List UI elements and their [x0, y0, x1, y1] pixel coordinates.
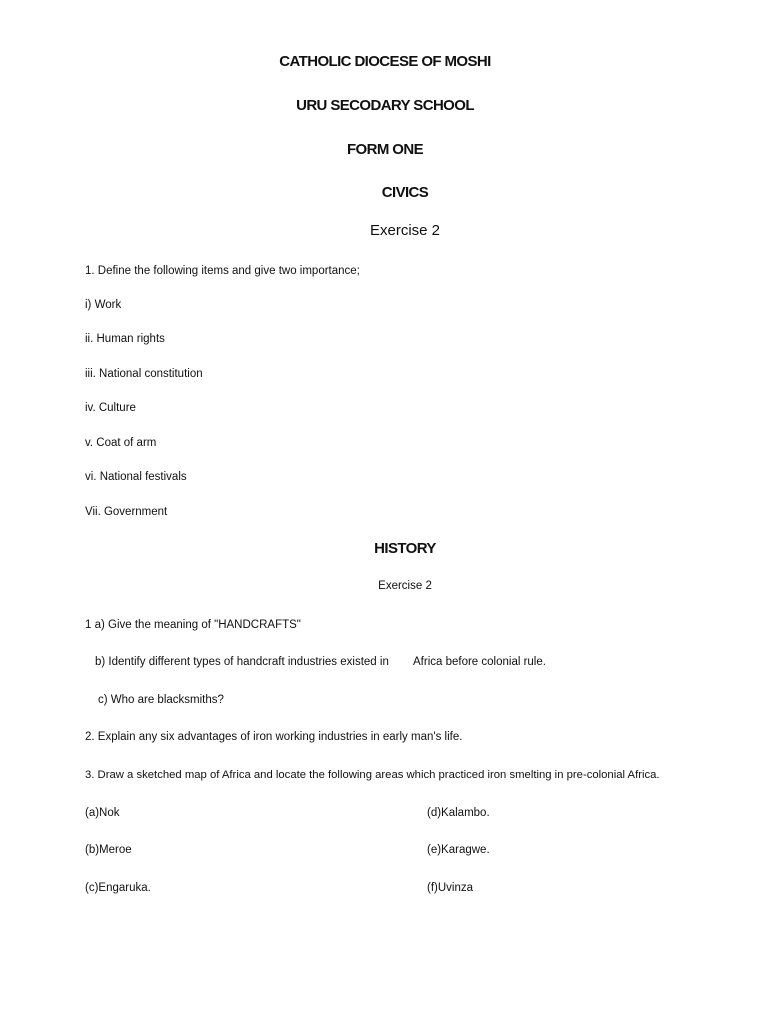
area-item: (b)Meroe [85, 844, 132, 856]
civics-item: ii. Human rights [85, 333, 165, 345]
history-question-1c: c) Who are blacksmiths? [98, 694, 224, 706]
civics-question-1: 1. Define the following items and give two importance; [85, 265, 360, 277]
civics-item: v. Coat of arm [85, 437, 157, 449]
area-item: (c)Engaruka. [85, 882, 151, 894]
history-question-2: 2. Explain any six advantages of iron working industries in early man's life. [85, 731, 463, 743]
history-exercise-title: Exercise 2 [378, 580, 432, 592]
area-item: (e)Karagwe. [427, 844, 490, 856]
civics-subject-title: CIVICS [381, 184, 429, 201]
history-question-1b-part2: Africa before colonial rule. [413, 656, 546, 668]
diocese-title: CATHOLIC DIOCESE OF MOSHI [279, 53, 491, 70]
history-question-1a: 1 a) Give the meaning of "HANDCRAFTS" [85, 619, 301, 631]
area-item: (a)Nok [85, 807, 120, 819]
history-question-3: 3. Draw a sketched map of Africa and locate the following areas which practiced iron smelting in pre-colonial Africa. [85, 769, 660, 781]
civics-exercise-title: Exercise 2 [369, 222, 441, 239]
area-item: (d)Kalambo. [427, 807, 490, 819]
civics-item: iii. National constitution [85, 368, 203, 380]
civics-item: Vii. Government [85, 506, 168, 518]
form-title: FORM ONE [346, 141, 424, 158]
civics-item: i) Work [85, 299, 122, 311]
civics-item: vi. National festivals [85, 471, 187, 483]
school-title: URU SECODARY SCHOOL [296, 97, 474, 114]
history-subject-title: HISTORY [374, 540, 436, 557]
civics-item: iv. Culture [85, 402, 136, 414]
history-question-1b-part1: b) Identify different types of handcraft industries existed in [95, 656, 389, 668]
area-item: (f)Uvinza [427, 882, 474, 894]
